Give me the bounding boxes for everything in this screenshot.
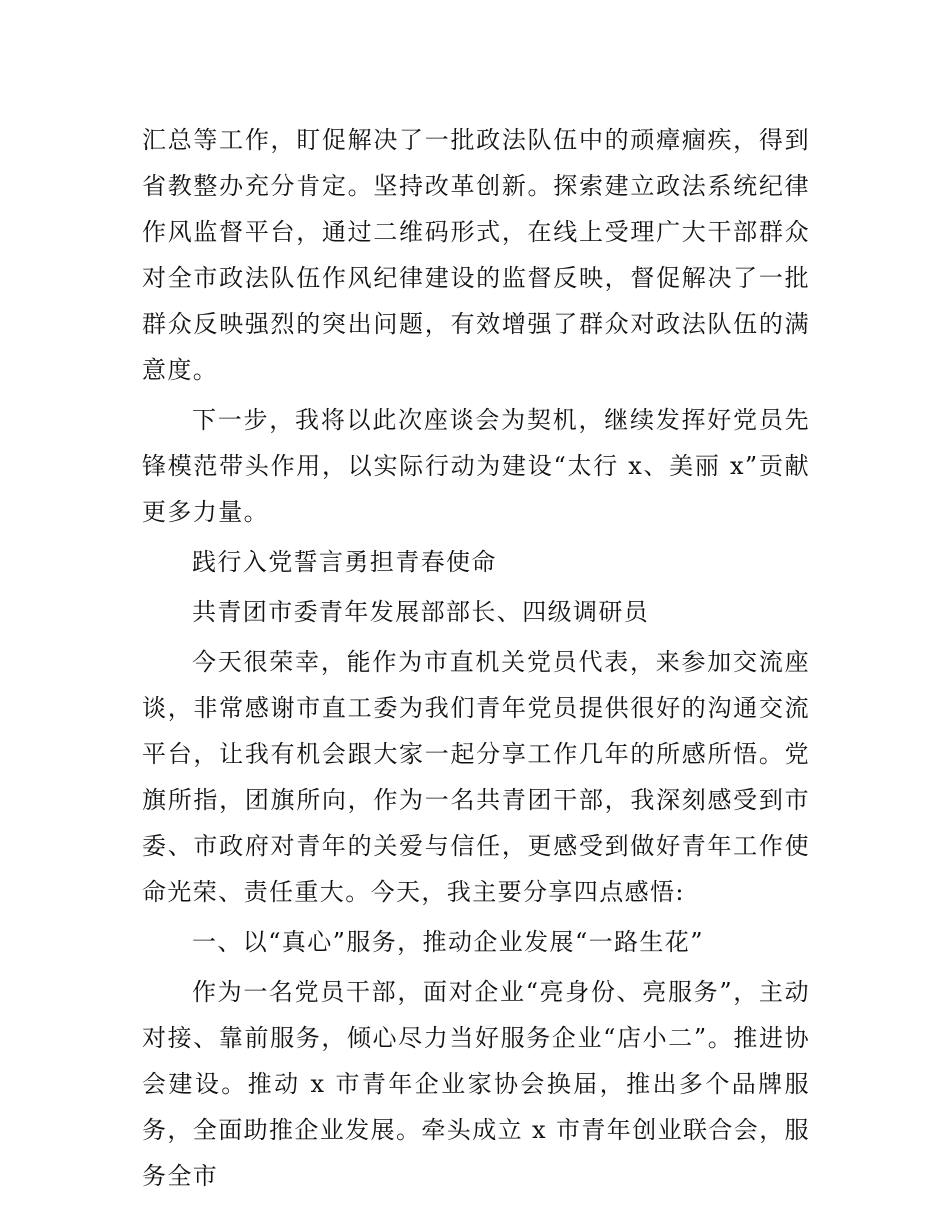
paragraph-next-step: 下一步，我将以此次座谈会为契机，继续发挥好党员先锋模范带头作用，以实际行动为建设“太行 x、美丽 x”贡献更多力量。 xyxy=(142,406,810,526)
paragraph-service-enterprises: 作为一名党员干部，面对企业“亮身份、亮服务”，主动对接、靠前服务，倾心尽力当好服务企业“店小二”。推进协会建设。推动 x 市青年企业家协会换届，推出多个品牌服务，全面助推企业发展。牵头成立 x 市青年创业联合会，服务全市 xyxy=(142,978,810,1190)
speaker-position: 共青团市委青年发展部部长、四级调研员 xyxy=(192,598,650,626)
paragraph-introduction: 今天很荣幸，能作为市直机关党员代表，来参加交流座谈，非常感谢市直工委为我们青年党员提供很好的沟通交流平台，让我有机会跟大家一起分享工作几年的所感所悟。党旗所指，团旗所向，作为一名共青团干部，我深刻感受到市委、市政府对青年的关爱与信任，更感受到做好青年工作使命光荣、责任重大。今天，我主要分享四点感悟: xyxy=(142,648,810,906)
speech-title: 践行入党誓言勇担青春使命 xyxy=(192,548,497,576)
paragraph-continued-reform: 汇总等工作，盯促解决了一批政法队伍中的顽瘴痼疾，得到省教整办充分肯定。坚持改革创新。探索建立政法系统纪律作风监督平台，通过二维码形式，在线上受理广大干部群众对全市政法队伍作风纪律建设的监督反映，督促解决了一批群众反映强烈的突出问题，有效增强了群众对政法队伍的满意度。 xyxy=(142,126,810,384)
document-body xyxy=(142,117,810,1199)
section-heading-one: 一、以“真心”服务，推动企业发展“一路生花” xyxy=(192,928,704,956)
